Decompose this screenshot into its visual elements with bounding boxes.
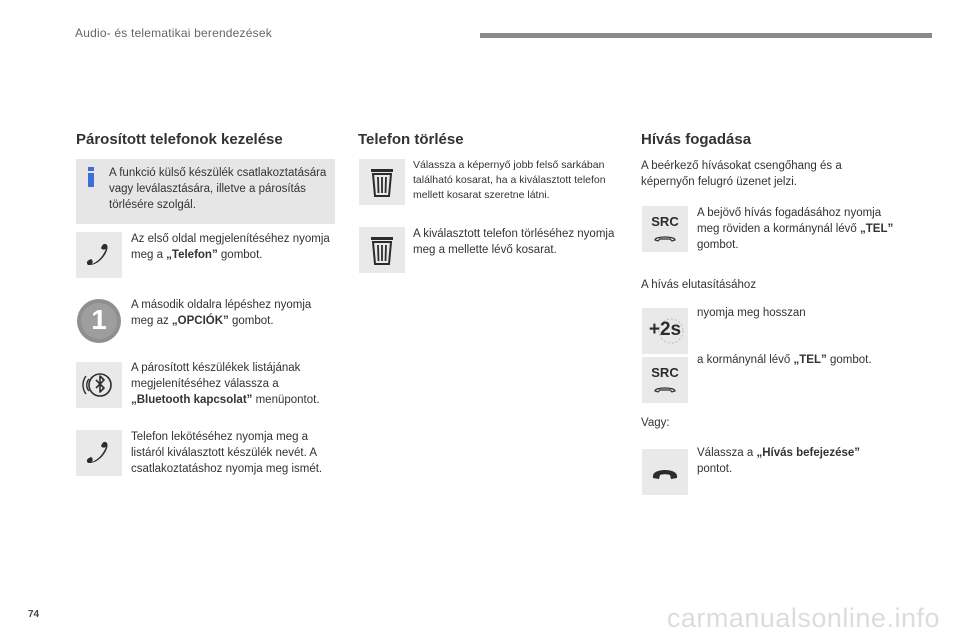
hang-up-icon (642, 449, 688, 495)
src-button-icon-2: SRC (642, 357, 688, 403)
phone-icon-disconnect (76, 430, 122, 476)
phone-icon (76, 232, 122, 278)
step1-text: Az első oldal megjelenítéséhez nyomja meg a „Telefon” gombot. (131, 233, 330, 261)
trash-icon-2 (359, 227, 405, 273)
step2-text: A második oldalra lépéshez nyomja meg az „OPCIÓK” gombot. (131, 299, 312, 327)
step3-text: A párosított készülékek listájának megjelenítéséhez válassza a „Bluetooth kapcsolat” menüpontot. (131, 362, 320, 406)
page-header-title: Audio- és telematikai berendezések (75, 26, 272, 40)
bluetooth-icon (76, 362, 122, 408)
watermark: carmanualsonline.info (666, 603, 940, 633)
end-call-text: Válassza a „Hívás befejezése” pontot. (697, 447, 861, 475)
or-label: Vagy: (641, 417, 670, 429)
plus-2s-icon: +2s (642, 308, 688, 354)
press-long-text: nyomja meg hosszan (697, 307, 806, 319)
accept-call-text: A bejövő hívás fogadásához nyomja meg röviden a kormánynál lévő „TEL” gombot. (697, 207, 894, 251)
header-bar (480, 33, 932, 38)
section-title-delete-phone: Telefon törlése (358, 131, 464, 148)
section-title-answer-call: Hívás fogadása (641, 131, 752, 148)
info-icon (86, 167, 96, 192)
delete-step2-text: A kiválasztott telefon törléséhez nyomja meg a mellette lévő kosarat. (413, 228, 615, 256)
answer-intro: A beérkező hívásokat csengőhang és a képernyőn felugró üzenet jelzi. (641, 160, 842, 188)
trash-icon (359, 159, 405, 205)
info-text: A funkció külső készülék csatlakoztatására vagy leválasztására, illetve a párosítás törlésére szolgál. (109, 167, 327, 211)
wheel-tel-text: a kormánynál lévő „TEL” gombot. (697, 354, 872, 366)
delete-step1-text: Válassza a képernyő jobb felső sarkában található kosarat, ha a kiválasztott telefon mellett kosarat szeretne látni. (413, 159, 606, 201)
page-number: 74 (28, 609, 40, 620)
reject-title: A hívás elutasításához (641, 279, 757, 291)
src-button-icon: SRC (642, 206, 688, 252)
step-number-badge: 1 (76, 298, 122, 344)
step4-text: Telefon lekötéséhez nyomja meg a listáról kiválasztott készülék nevét. A csatlakoztatáshoz nyomja meg ismét. (131, 431, 323, 475)
section-title-paired-phones: Párosított telefonok kezelése (76, 131, 283, 148)
